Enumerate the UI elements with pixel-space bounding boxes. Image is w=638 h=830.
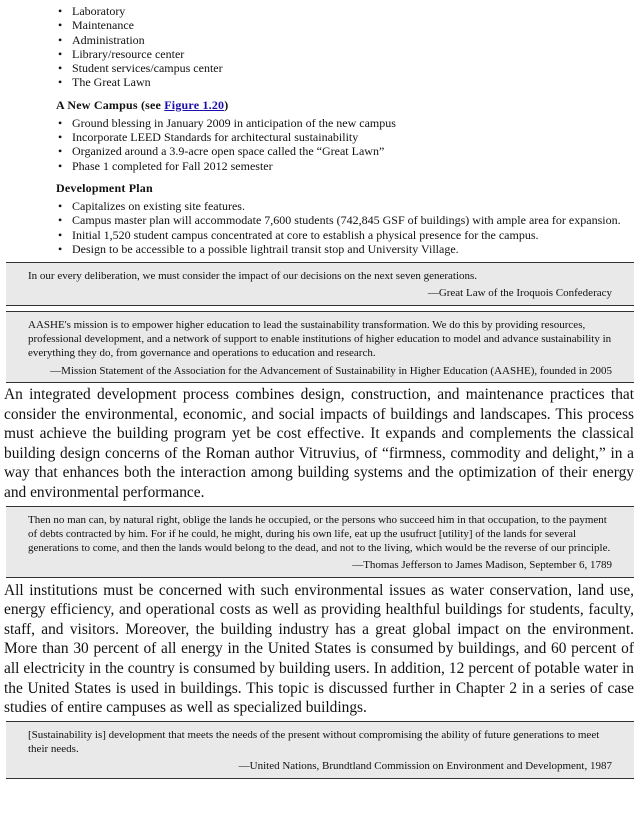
list-item: • Incorporate LEED Standards for architectural sustainability <box>72 130 638 144</box>
figure-link[interactable]: Figure 1.20 <box>164 97 225 112</box>
body-paragraph-2: All institutions must be concerned with such environmental issues as water conservation, land use, energy efficiency, and operational costs as well as providing healthful buildings for students, faculty, staff, and visitors. Moreover, the building industry has a great global impact on the environment. More than 30 percent of all energy in the United States is consumed by buildings, and 60 percent of all electricity in the country is consumed by building users. In addition, 12 percent of potable water in the United States is used in buildings. This topic is discussed further in Chapter 2 in a series of case studies of entire campuses as well as specialized buildings. <box>4 581 634 717</box>
facility-list <box>0 4 638 90</box>
list-item: • Design to be accessible to a possible lightrail transit stop and University Village. <box>72 242 638 256</box>
quote-attribution: —United Nations, Brundtland Commission on Environment and Development, 1987 <box>238 760 612 773</box>
list-item: • Capitalizes on existing site features. <box>72 199 638 213</box>
quote-text: [Sustainability is] development that meets the needs of the present without compromising the ability of future generations to meet their needs. <box>28 728 600 756</box>
quote-text: AASHE's mission is to empower higher education to lead the sustainability transformation. We do this by providing resources, professional development, and a network of support to enable institutions of higher education to model and advance sustainability in everything they do, from governance and operations to education and research. <box>28 318 612 360</box>
list-item: • Organized around a 3.9-acre open space called the “Great Lawn” <box>72 144 638 158</box>
quote-text: Then no man can, by natural right, oblige the lands he occupied, or the persons who succeed him in that occupation, to the payment of debts contracted by him. For if he could, he might, during his own life, eat up the usufruct [utility] of the lands for several generations to come, and then the lands would belong to the dead, and not to the living, which would be the reverse of our principle. <box>28 513 611 555</box>
list-item: • Phase 1 completed for Fall 2012 semester <box>72 159 638 173</box>
campus-list <box>0 116 638 173</box>
quote-attribution: —Great Law of the Iroquois Confederacy <box>427 287 612 300</box>
list-item: • Laboratory <box>72 4 638 18</box>
list-item: • Maintenance <box>72 18 638 32</box>
quote-text: In our every deliberation, we must consider the impact of our decisions on the next seven generations. <box>28 270 478 283</box>
quote-brundtland <box>6 721 634 779</box>
quote-iroquois <box>6 262 634 306</box>
quote-attribution: —Mission Statement of the Association for the Advancement of Sustainability in Higher Education (AASHE), founded in 2005 <box>50 364 612 377</box>
list-item: • Initial 1,520 student campus concentrated at core to establish a physical presence for the campus. <box>72 228 638 242</box>
document-page <box>0 4 638 830</box>
list-item: • Campus master plan will accommodate 7,600 students (742,845 GSF of buildings) with ample area for expansion. <box>72 213 638 227</box>
dev-heading: Development Plan <box>56 180 153 195</box>
list-item: • Administration <box>72 33 638 47</box>
campus-heading-end: ) <box>224 97 229 112</box>
dev-list <box>0 199 638 256</box>
quote-jefferson <box>6 506 634 578</box>
list-item: • Ground blessing in January 2009 in anticipation of the new campus <box>72 116 638 130</box>
quote-attribution: —Thomas Jefferson to James Madison, September 6, 1789 <box>352 559 612 572</box>
campus-heading-text: A New Campus (see <box>56 97 165 112</box>
list-item: • Library/resource center <box>72 47 638 61</box>
list-item: • Student services/campus center <box>72 61 638 75</box>
campus-heading <box>56 98 638 113</box>
quote-aashe <box>6 311 634 383</box>
body-paragraph-1: An integrated development process combines design, construction, and maintenance practices that consider the environmental, economic, and social impacts of buildings and landscapes. This process must achieve the building program yet be cost effective. It expands and complements the classical building design concerns of the Roman author Vitruvius, of “firmness, commodity and delight,” in a way that enhances both the interaction among building systems and the optimization of their energy and environmental performance. <box>4 385 634 501</box>
list-item: • The Great Lawn <box>72 75 638 89</box>
